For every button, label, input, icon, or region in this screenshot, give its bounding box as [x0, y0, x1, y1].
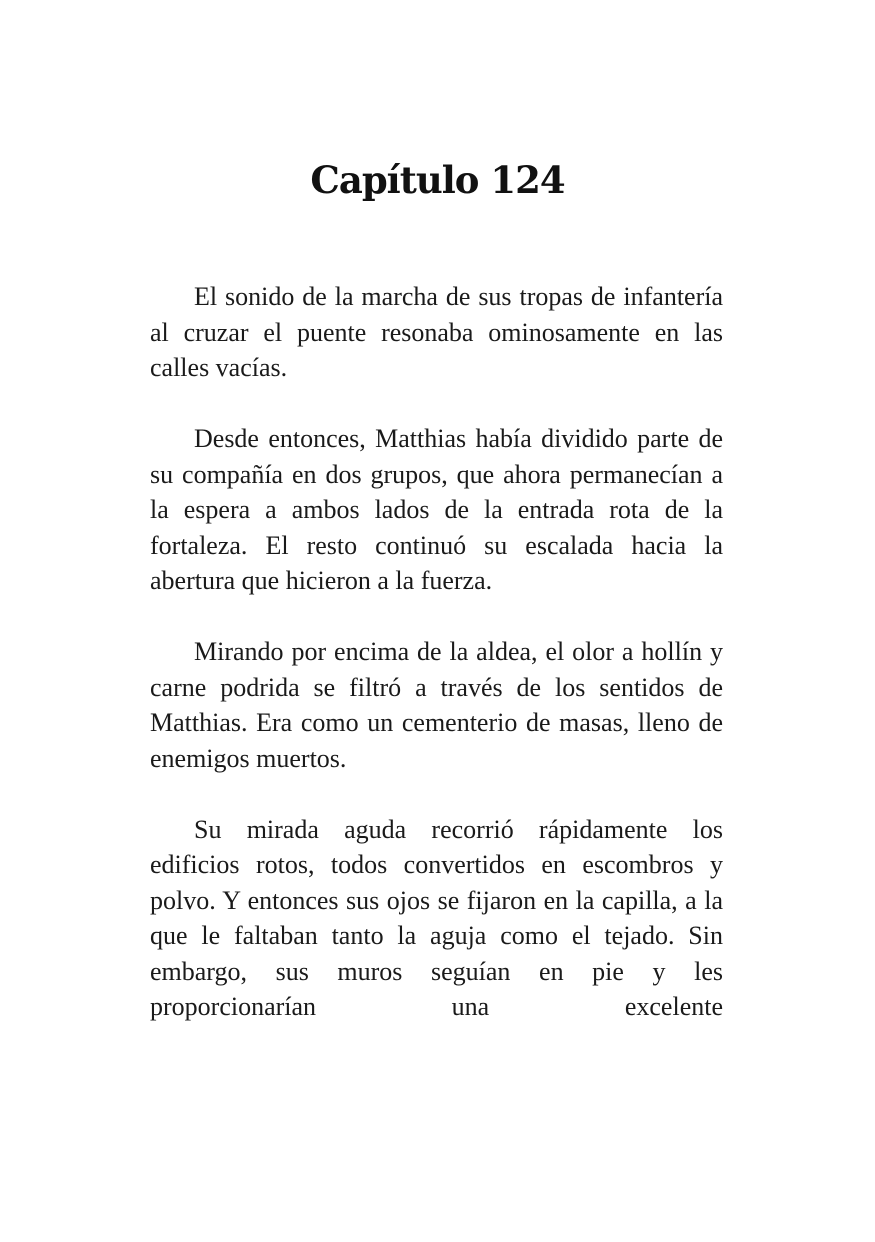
- paragraph-4: Su mirada aguda recorrió rápidamente los edificios rotos, todos convertidos en escombros y polvo. Y entonces sus ojos se fijaron en la capilla, a la que le faltaban tanto la aguja como el tejado. Sin embargo, sus muros seguían en pie y les proporcionarían una excelente: [150, 814, 723, 1021]
- paragraph-1: El sonido de la marcha de sus tropas de infantería al cruzar el puente resonaba ominosamente en las calles vacías.: [150, 282, 723, 382]
- chapter-body: [150, 279, 723, 1025]
- chapter-title: Capítulo 124: [310, 158, 565, 202]
- paragraph-3: Mirando por encima de la aldea, el olor a hollín y carne podrida se filtró a través de los sentidos de Matthias. Era como un cementerio de masas, lleno de enemigos muertos.: [150, 637, 723, 773]
- paragraph-2: Desde entonces, Matthias había dividido parte de su compañía en dos grupos, que ahora permanecían a la espera a ambos lados de la entrada rota de la fortaleza. El resto continuó su escalada hacia la abertura que hicieron a la fuerza.: [150, 424, 723, 595]
